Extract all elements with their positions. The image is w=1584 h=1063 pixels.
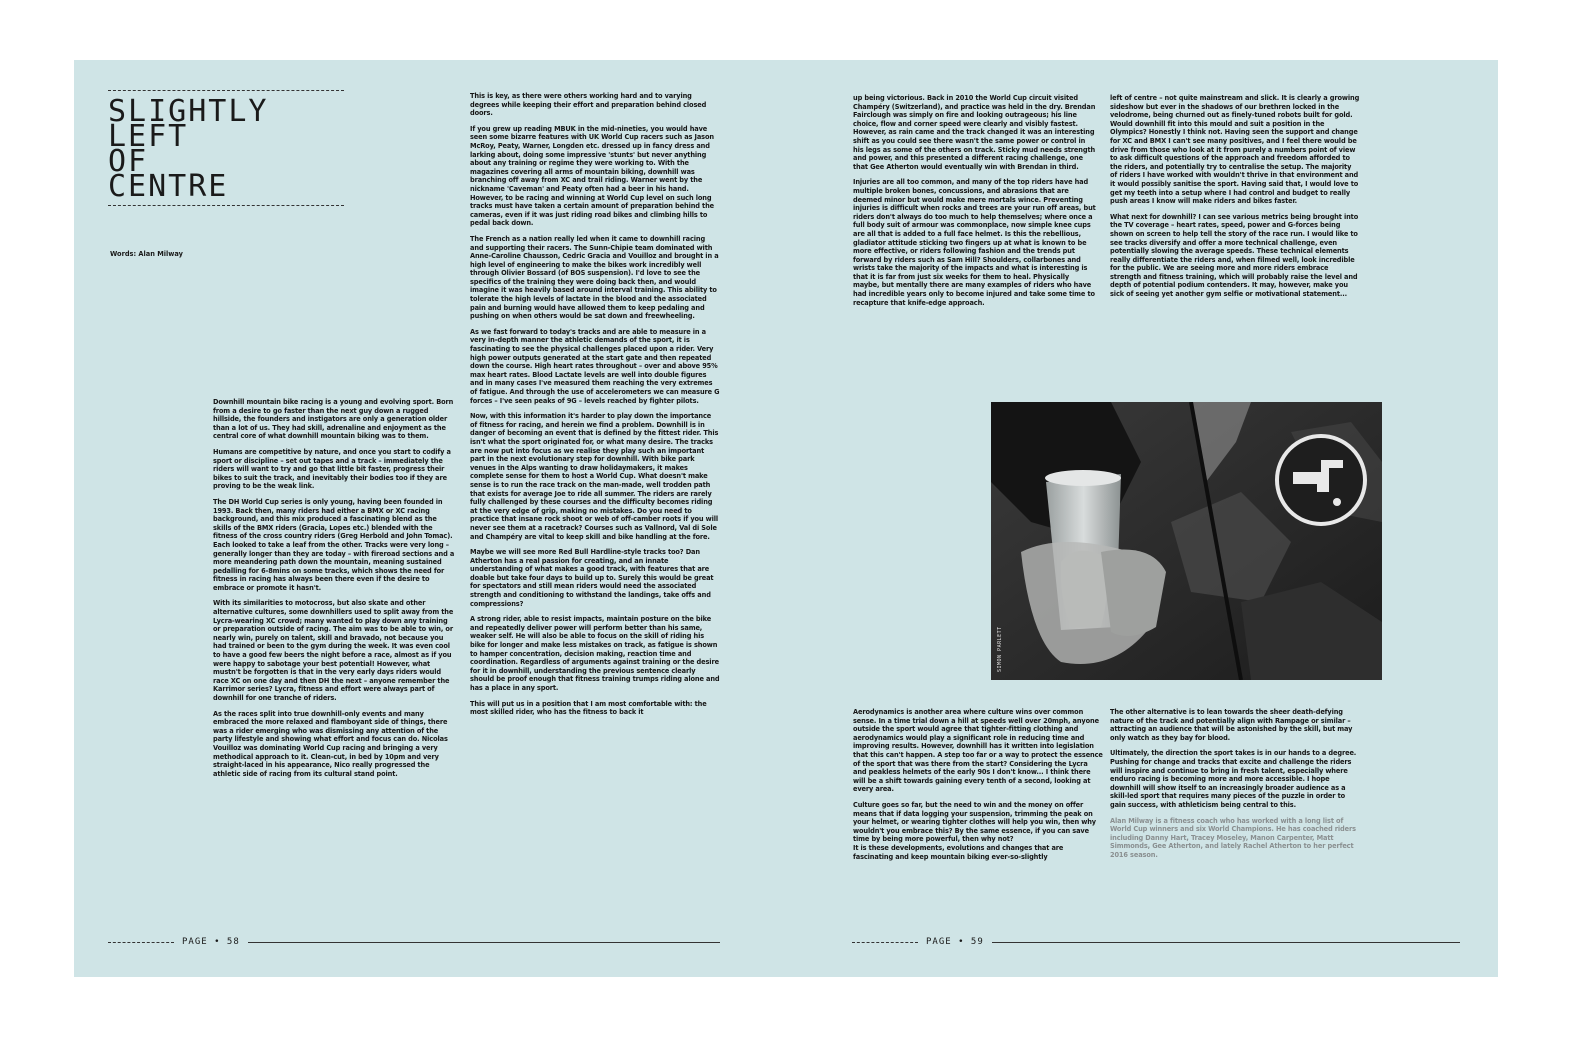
paragraph: With its similarities to motocross, but also skate and other alternative cultures, some downhillers used to split away from the Lycra-wearing XC crowd; many wanted to play down any training or preparation outside of racing. The aim was to be able to win, or nearly win, purely on talent, skill and bravado, not because you had trained or been to the gym during the week. It was even cool to have a good few beers the night before a race, almost as if you were happy to sabotage your best potential! However, what mustn't be forgotten is that in the very early days riders would race XC on one day and then DH the next – anyone remember the Karrimor series? Lycra, fitness and effort were always part of downhill for one tranche of riders. <box>213 599 454 702</box>
headline-top-rule <box>108 90 344 91</box>
text-column-4 <box>1110 94 1360 306</box>
paragraph: Aerodynamics is another area where culture wins over common sense. In a time trial down a hill at speeds well over 20mph, anyone outside the sport would agree that tighter-fitting clothing and aerodynamics would play a significant role in reducing time and improving results. However, downhill has it written into legislation that this can't happen. A step too far or a way to protect the essence of the sport that was there from the start? Considering the Lycra and peakless helmets of the early 90s I don't know... I think there will be a shift towards gaining every tenth of a second, looking at every area. <box>853 708 1103 794</box>
photo-rider-with-cup <box>991 402 1382 680</box>
paragraph: As the races split into true downhill-only events and many embraced the more relaxed and flamboyant side of things, there was a rider emerging who was dismissing any attention of the party lifestyle and showing what effort and focus can do. Nicolas Vouilloz was dominating World Cup racing and bringing a very methodical approach to it. Clean-cut, in bed by 10pm and very straight-laced in his appearance, Nico really progressed the athletic side of racing from its cultural stand point. <box>213 709 448 778</box>
paragraph: Culture goes so far, but the need to win and the money on offer means that if data logging your suspension, trimming the peak on your helmet, or wearing tighter clothes will help you win, then why wouldn't you embrace this? By the same essence, if you can save time by being more powerful, then why not? <box>853 800 1096 844</box>
paragraph: This is key, as there were others working hard and to varying degrees while keeping their effort and preparation behind closed doors. <box>470 92 707 118</box>
paragraph: Injuries are all too common, and many of the top riders have had multiple broken bones, concussions, and abrasions that are deemed minor but would make mere mortals wince. Preventing injuries is difficult when rocks and trees are your run off areas, but riders don't always do too much to help themselves; where once a full body suit of armour was commonplace, now simple knee cups are all that is added to a full face helmet. Is this the rebellious, gladiator attitude sticking two fingers up at what is known to be more effective, or riders following fashion and the trends put forward by riders such as Sam Hill? Shoulders, collarbones and wrists take the majority of the impacts and what is interesting is that it is far from just six weeks for them to heal. Physically maybe, but mentally there are many examples of riders who have had incredible years only to become injured and take some time to recapture that knife-edge approach. <box>853 178 1096 307</box>
headline-line-3: OF <box>108 144 149 179</box>
text-column-5 <box>853 708 1103 868</box>
paragraph: It is these developments, evolutions and changes that are fascinating and keep mountain biking ever-so-slightly <box>853 843 1064 861</box>
paragraph: As we fast forward to today's tracks and are able to measure in a very in-depth manner the athletic demands of the sport, it is fascinating to see the physical challenges placed upon a rider. Very high power outputs generated at the start gate and then repeated down the course. High heart rates throughout – over and above 95% max heart rates. Blood Lactate levels are well into double figures and in many cases I've measured them reaching the very extremes of fatigue. And through the use of accelerometers we can measure G forces – I've seen peaks of 9G – levels reached by fighter pilots. <box>470 327 720 405</box>
paragraph: Downhill mountain bike racing is a young and evolving sport. Born from a desire to go faster than the next guy down a rugged hillside, the founders and instigators are only a generation older than a lot of us. They had skill, adrenaline and enjoyment as the central core of what downhill mountain biking was to them. <box>213 398 454 441</box>
text-column-6 <box>1110 708 1360 867</box>
paragraph: Now, with this information it's harder to play down the importance of fitness for racing, and herein we find a problem. Downhill is in danger of becoming an event that is defined by the fittest rider. This isn't what the sport originated for, or what many desire. The tracks are now put into focus as we realise they play such an important part in the next evolutionary step for downhill. With bike park venues in the Alps wanting to draw holidaymakers, it makes complete sense for them to host a World Cup. What doesn't make sense is to run the race track on the man-made, well trodden path that exists for average Joe to ride all summer. The riders are rarely fully challenged by these courses and the difficulty becomes riding at the very edge of grip, making no mistakes. Do you need to practice that insane rock shoot or web of off-camber roots if you will never see them at a racetrack? Courses such as Vallnord, Val di Sole and Champéry are vital to keep skill and bike handling at the fore. <box>470 412 719 541</box>
byline: Words: Alan Milway <box>110 250 183 258</box>
headline-block <box>108 90 344 206</box>
paragraph: The DH World Cup series is only young, having been founded in 1993. Back then, many riders had either a BMX or XC racing background, and this mix produced a fascinating blend as the skills of the BMX riders (Gracia, Lopes etc.) blended with the fitness of the cross country riders (Greg Herbold and John Tomac). Each looked to take a leaf from the other. Tracks were very long – generally longer than they are today – with fireroad sections and a more meandering path down the mountain, meaning sustained pedalling for 6-8mins on some tracks, which shows the need for fitness in racing has always been there even if the desire to embrace or promote it hasn't. <box>213 497 455 592</box>
paragraph: The other alternative is to lean towards the sheer death-defying nature of the track and potentially align with Rampage or similar – attracting an audience that will be astonished by the skill, but may only watch as they bay for blood. <box>1110 708 1353 742</box>
paragraph: Maybe we will see more Red Bull Hardline-style tracks too? Dan Atherton has a real passion for creating, and an innate understanding of what makes a good track, with features that are doable but take four days to build up to. Surely this would be great for spectators and still mean riders would need the associated strength and conditioning to withstand the landings, take offs and compressions? <box>470 548 714 608</box>
photo-credit: SIMON PARLETT <box>997 626 1003 672</box>
text-column-2 <box>470 92 720 724</box>
photo-illustration <box>991 402 1382 680</box>
text-column-1 <box>213 398 455 785</box>
paragraph: up being victorious. Back in 2010 the World Cup circuit visited Champéry (Switzerland), and practice was held in the dry. Brendan Fairclough was simply on fire and looking outrageous; his line choice, flow and corner speed were clearly and visibly fastest. However, as rain came and the track changed it was an interesting shift as you could see there wasn't the same power or control in his legs as some of the others on track. Sticky mud needs strength and power, and this presented a different racing challenge, one that Gee Atherton would eventually win with Brendan in third. <box>853 94 1096 171</box>
paragraph: This will put us in a position that I am most comfortable with: the most skilled rider, who has the fitness to back it <box>470 699 707 717</box>
footer-rule <box>248 942 720 943</box>
footer-left <box>108 936 720 948</box>
text-column-3 <box>853 94 1097 314</box>
headline-line-4: CENTRE <box>108 169 229 204</box>
paragraph: If you grew up reading MBUK in the mid-nineties, you would have seen some bizarre features with UK World Cup racers such as Jason McRoy, Peaty, Warner, Longden etc. dressed up in fancy dress and larking about, doing some impressive 'stunts' but never anything about any training or regime they were working to. With the magazines covering all arms of mountain biking, downhill was branching off away from XC and trail riding. Warner went by the nickname 'Caveman' and Peaty often had a beer in his hand. However, to be racing and winning at World Cup level on such long tracks must have taken a certain amount of preparation behind the cameras, even if it was just riding road bikes and climbing hills to pedal back down. <box>470 124 715 228</box>
magazine-spread <box>74 60 1498 977</box>
author-bio: Alan Milway is a fitness coach who has worked with a long list of World Cup winners and six World Champions. He has coached riders including Danny Hart, Tracey Moseley, Manon Carpenter, Matt Simmonds, Gee Atherton, and lately Rachel Atherton to her perfect 2016 season. <box>1110 816 1356 859</box>
headline-line-1: SLIGHTLY <box>108 94 269 129</box>
paragraph: left of centre – not quite mainstream and slick. It is clearly a growing sideshow but ever in the shadows of our brethren locked in the velodrome, being churned out as finely-tuned robots built for gold. Would downhill fit into this mould and suit a position in the Olympics? Honestly I think not. Having seen the support and change for XC and BMX I can't see many positives, and I feel there would be drive from those who look at it from purely a numbers point of view to ask difficult questions of the approach and freedom afforded to the riders, and potentially try to centralise the setup. The majority of riders I have worked with wouldn't thrive in that environment and it would possibly sanitise the sport. Having said that, I would love to get my teeth into a setup where I had control and budget to really push areas I know will make riders and bikes faster. <box>1110 94 1360 206</box>
paragraph: Humans are competitive by nature, and once you start to codify a sport or discipline – set out tapes and a track – immediately the riders will want to try and go that little bit faster, progress their bikes to suit the track, and inevitably their bodies too if they are proving to be the weak link. <box>213 447 451 491</box>
paragraph: What next for downhill? I can see various metrics being brought into the TV coverage – heart rates, speed, power and G-forces being shown on screen to help tell the story of the race run. I would like to see tracks diversify and offer a more technical challenge, even potentially slowing the average speeds. These technical elements really differentiate the riders and, when filmed well, look incredible for the public. We are seeing more and more riders embrace strength and fitness training, which will probably raise the level and depth of potential podium contenders. It may, however, make you sick of seeing yet another gym selfie or motivational statement... <box>1110 212 1359 299</box>
headline-line-2: LEFT <box>108 119 189 154</box>
headline <box>108 94 344 204</box>
footer-right <box>852 936 1460 948</box>
paragraph: The French as a nation really led when it came to downhill racing and supporting their racers. The Sunn-Chipie team dominated with Anne-Caroline Chausson, Cedric Gracia and Vouilloz and brought in a high level of engineering to make the bikes work incredibly well through Olivier Bossard (of BOS suspension). I'd love to see the specifics of the training they were doing back then, and would imagine it was heavily based around interval training. This ability to tolerate the high levels of lactate in the blood and the associated pain and burning would have allowed them to keep pedaling and pushing on when others would be sat down and freewheeling. <box>470 234 719 321</box>
footer-rule <box>992 942 1460 943</box>
headline-bottom-rule <box>108 205 344 206</box>
page-number-right: PAGE • 59 <box>926 937 984 947</box>
paragraph: A strong rider, able to resist impacts, maintain posture on the bike and repeatedly deliver power will perform better than his same, weaker self. He will also be able to focus on the skill of riding his bike for longer and make less mistakes on track, as fatigue is shown to hamper concentration, decision making, reaction time and coordination. Regardless of arguments against training or the desire for it in downhill, understanding the previous sentence clearly should be proof enough that fitness training trumps riding alone and has a place in any sport. <box>470 615 720 692</box>
paragraph: Ultimately, the direction the sport takes is in our hands to a degree. Pushing for change and tracks that excite and challenge the riders will inspire and continue to bring in fresh talent, especially where enduro racing is becoming more and more accessible. I hope downhill will show itself to an increasingly broader audience as a skill-led sport that requires many pieces of the puzzle in order to gain success, with athleticism being central to this. <box>1110 749 1357 809</box>
page-number-left: PAGE • 58 <box>182 937 240 947</box>
